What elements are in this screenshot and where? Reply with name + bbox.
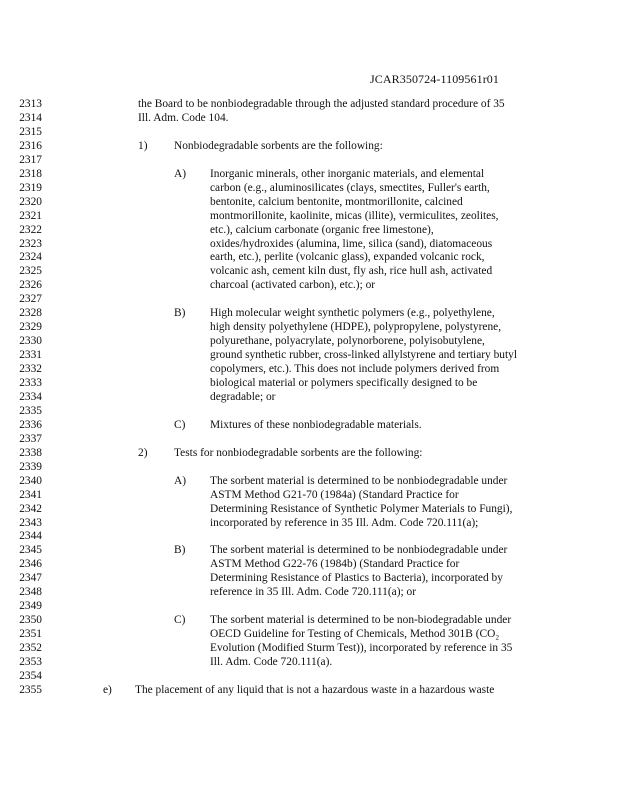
document-line	[0, 125, 618, 139]
line-text: ASTM Method G22-76 (1984b) (Standard Practice for	[210, 558, 460, 571]
line-number: 2340	[19, 474, 42, 487]
document-line	[0, 97, 618, 111]
document-line	[0, 543, 618, 557]
list-label: A)	[174, 474, 187, 487]
document-line	[0, 683, 618, 697]
line-number: 2351	[19, 628, 42, 641]
line-number: 2344	[19, 530, 42, 543]
line-text: The sorbent material is determined to be nonbiodegradable under	[210, 474, 508, 487]
line-text: Ill. Adm. Code 720.111(a).	[210, 656, 333, 668]
document-line	[0, 153, 618, 167]
document-line	[0, 390, 618, 404]
list-label: A)	[174, 167, 187, 180]
line-text: Mixtures of these nonbiodegradable materials.	[210, 418, 422, 431]
document-line	[0, 181, 618, 195]
document-line	[0, 195, 618, 209]
document-line	[0, 306, 618, 320]
line-number: 2335	[19, 404, 42, 417]
line-text: The sorbent material is determined to be nonbiodegradable under	[210, 544, 508, 557]
document-line	[0, 348, 618, 362]
document-line	[0, 292, 618, 306]
document-line	[0, 599, 618, 613]
line-text: OECD Guideline for Testing of Chemicals, Method 301B (CO₂	[210, 628, 500, 641]
line-text: high density polyethylene (HDPE), polypropylene, polystyrene,	[210, 321, 502, 334]
line-number: 2349	[19, 600, 42, 613]
document-line	[0, 474, 618, 488]
document-line	[0, 655, 618, 669]
line-number: 2332	[19, 363, 42, 376]
list-label: C)	[174, 614, 186, 627]
line-text: ground synthetic rubber, cross-linked allylstyrene and tertiary butyl	[210, 349, 518, 362]
line-number: 2341	[19, 488, 42, 501]
document-line	[0, 376, 618, 390]
line-number: 2339	[19, 460, 42, 473]
line-number: 2326	[19, 279, 42, 292]
document-line	[0, 669, 618, 683]
document-line	[0, 250, 618, 264]
line-number: 2327	[19, 293, 42, 306]
document-line	[0, 209, 618, 223]
line-number: 2347	[19, 572, 42, 585]
line-number: 2330	[19, 335, 42, 348]
line-text: Evolution (Modified Sturm Test)), incorporated by reference in 35	[210, 642, 513, 655]
list-label: C)	[174, 418, 186, 431]
line-number: 2334	[19, 390, 42, 403]
line-number: 2331	[19, 349, 42, 362]
line-text: The placement of any liquid that is not a hazardous waste in a hazardous waste	[135, 683, 495, 696]
line-text: volcanic ash, cement kiln dust, fly ash, rice hull ash, activated	[210, 265, 493, 278]
document-line	[0, 237, 618, 251]
document-line	[0, 278, 618, 292]
line-text: copolymers, etc.). This does not include polymers derived from	[210, 363, 500, 376]
document-line	[0, 557, 618, 571]
line-text: ASTM Method G21-70 (1984a) (Standard Practice for	[210, 488, 459, 501]
line-number: 2323	[19, 237, 42, 250]
line-number: 2313	[19, 98, 42, 110]
line-number: 2315	[19, 125, 42, 138]
document-line	[0, 404, 618, 418]
line-text: Determining Resistance of Plastics to Bacteria), incorporated by	[210, 572, 503, 585]
line-number: 2336	[19, 418, 42, 431]
line-number: 2325	[19, 265, 42, 278]
document-line	[0, 627, 618, 641]
list-label: e)	[103, 683, 112, 696]
line-number: 2317	[19, 153, 42, 166]
document-line	[0, 320, 618, 334]
list-label: 1)	[138, 139, 148, 152]
document-line	[0, 460, 618, 474]
line-number: 2355	[19, 683, 42, 696]
line-number: 2329	[19, 321, 42, 334]
line-text: polyurethane, polyacrylate, polynorborene, polyisobutylene,	[210, 335, 485, 348]
list-label: 2)	[138, 446, 148, 459]
document-line	[0, 139, 618, 153]
line-text: Ill. Adm. Code 104.	[138, 111, 229, 124]
line-text: carbon (e.g., aluminosilicates (clays, smectites, Fuller's earth,	[210, 181, 490, 194]
line-number: 2348	[19, 586, 42, 599]
line-number: 2314	[19, 111, 42, 124]
line-text: the Board to be nonbiodegradable through the adjusted standard procedure of 35	[138, 98, 505, 110]
line-number: 2338	[19, 446, 42, 459]
document-line	[0, 223, 618, 237]
line-number: 2346	[19, 558, 42, 571]
line-text: The sorbent material is determined to be non-biodegradable under	[210, 614, 512, 627]
line-number: 2353	[19, 656, 42, 668]
line-number: 2350	[19, 614, 42, 627]
document-line	[0, 446, 618, 460]
line-text: Determining Resistance of Synthetic Polymer Materials to Fungi),	[210, 502, 513, 515]
document-line	[0, 585, 618, 599]
line-number: 2320	[19, 195, 42, 208]
document-line	[0, 334, 618, 348]
line-text: montmorillonite, kaolinite, micas (illite), vermiculites, zeolites,	[210, 209, 499, 222]
line-text: earth, etc.), perlite (volcanic glass), expanded volcanic rock,	[210, 251, 485, 264]
document-line	[0, 362, 618, 376]
line-text: oxides/hydroxides (alumina, lime, silica (sand), diatomaceous	[210, 237, 493, 250]
line-number: 2354	[19, 669, 42, 682]
line-text: degradable; or	[210, 390, 276, 403]
document-line	[0, 641, 618, 655]
line-number: 2343	[19, 516, 42, 529]
line-text: Inorganic minerals, other inorganic materials, and elemental	[210, 167, 485, 180]
line-number: 2328	[19, 307, 42, 320]
line-text: Tests for nonbiodegradable sorbents are the following:	[174, 446, 423, 459]
list-label: B)	[174, 307, 186, 320]
line-text: etc.), calcium carbonate (organic free limestone),	[210, 223, 434, 236]
line-number: 2352	[19, 642, 42, 655]
line-number: 2345	[19, 544, 42, 557]
line-number: 2322	[19, 223, 42, 236]
document-line	[0, 432, 618, 446]
document-line	[0, 571, 618, 585]
line-text: High molecular weight synthetic polymers (e.g., polyethylene,	[210, 307, 495, 320]
document-line	[0, 502, 618, 516]
document-line	[0, 167, 618, 181]
document-line	[0, 516, 618, 530]
line-number: 2333	[19, 377, 42, 389]
line-text: biological material or polymers specifically designed to be	[210, 377, 478, 389]
line-number: 2324	[19, 251, 42, 264]
line-number: 2321	[19, 209, 42, 222]
document-line	[0, 111, 618, 125]
line-number: 2318	[19, 167, 42, 180]
document-line	[0, 613, 618, 627]
line-number: 2316	[19, 139, 42, 152]
document-id: JCAR350724-1109561r01	[370, 72, 499, 86]
document-line	[0, 264, 618, 278]
line-number: 2337	[19, 432, 42, 445]
document-line	[0, 529, 618, 543]
line-text: bentonite, calcium bentonite, montmorillonite, calcined	[210, 195, 463, 208]
line-text: charcoal (activated carbon), etc.); or	[210, 279, 376, 292]
document-line	[0, 418, 618, 432]
line-number: 2319	[19, 181, 42, 194]
document-line	[0, 488, 618, 502]
line-text: Nonbiodegradable sorbents are the following:	[174, 139, 383, 152]
line-text: incorporated by reference in 35 Ill. Adm. Code 720.111(a);	[210, 516, 479, 529]
line-text: reference in 35 Ill. Adm. Code 720.111(a); or	[210, 586, 417, 599]
line-number: 2342	[19, 502, 42, 515]
list-label: B)	[174, 544, 186, 557]
